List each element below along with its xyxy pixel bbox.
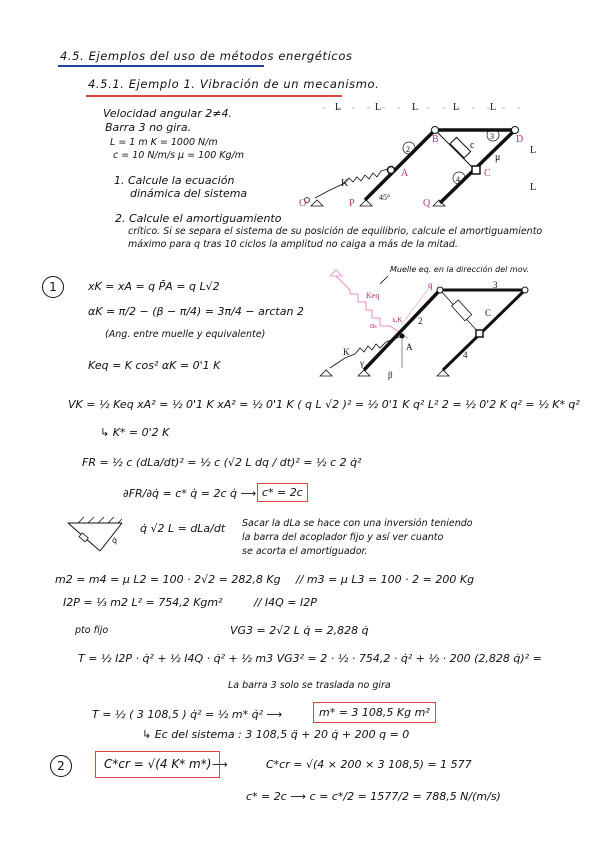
svg-text:4: 4 <box>456 175 460 184</box>
svg-text:μ: μ <box>495 152 501 163</box>
section-heading-underline <box>58 65 264 67</box>
equation-xk: xK = xA = q P̄A = q L√2 <box>88 280 220 293</box>
svg-text:A: A <box>406 342 413 352</box>
equation-dfr: ∂FR/∂q̇ = c* q̇ = 2c q̇ ⟶ <box>123 487 257 500</box>
result-c-star-box: c* = 2c <box>257 483 308 502</box>
svg-text:γ: γ <box>360 358 364 368</box>
bar-2 <box>365 130 435 200</box>
mechanism-diagram <box>299 98 550 213</box>
equation-c-result: c* = 2c ⟶ c = c*/2 = 1577/2 = 788,5 N/(m/s) <box>246 790 501 803</box>
svg-text:q: q <box>428 280 433 290</box>
svg-text:4: 4 <box>463 350 468 360</box>
dim-label-l1: L <box>335 102 342 113</box>
equation-vk: VK = ½ Keq xA² = ½ 0'1 K xA² = ½ 0'1 K ( q L √2 )² = ½ 0'1 K q² L² 2 = ½ 0'2 K q² = ½ K* q² <box>68 398 580 411</box>
equivalent-spring-diagram <box>310 258 550 393</box>
task-2-line-c: máximo para q tras 10 ciclos la amplitud no caiga a más de la mitad. <box>128 239 458 250</box>
subsection-heading-underline <box>86 95 342 97</box>
equation-t-total: T = ½ ( 3 108,5 ) q̇² = ½ m* q̇² ⟶ <box>92 708 283 721</box>
arrow: ⟶ <box>212 758 228 771</box>
note-bar-3-translation: La barra 3 solo se traslada no gira <box>228 680 391 691</box>
equation-fr: FR = ½ c (dLa/dt)² = ½ c (√2 L dq / dt)² = ½ c 2 q̇² <box>82 456 362 469</box>
svg-text:Keq: Keq <box>366 291 380 300</box>
svg-text:3: 3 <box>493 280 498 290</box>
svg-text:45°: 45° <box>379 193 391 202</box>
equation-i2p: I2P = ⅓ m2 L² = 754,2 Kgm² <box>63 596 223 609</box>
svg-text:O: O <box>299 198 307 209</box>
problem-line-1: Velocidad angular 2≠4. <box>103 107 232 120</box>
part-1-marker: 1 <box>42 276 64 298</box>
equation-c-critical: C*cr = √(4 × 200 × 3 108,5) = 1 577 <box>266 758 472 771</box>
svg-text:C: C <box>485 308 492 318</box>
result-m-star-box: m* = 3 108,5 Kg m² <box>313 702 436 723</box>
dim-label-l4: L <box>453 102 460 113</box>
task-1-line-b: dinámica del sistema <box>130 187 248 200</box>
subsection-heading: 4.5.1. Ejemplo 1. Vibración de un mecanismo. <box>88 77 380 91</box>
equation-alpha-k: αK = π/2 − (β − π/4) = 3π/4 − arctan 2 <box>88 305 304 318</box>
svg-text:Q: Q <box>423 198 431 209</box>
svg-text:C: C <box>484 168 491 179</box>
svg-text:K: K <box>341 178 349 189</box>
svg-text:c: c <box>470 140 475 151</box>
equation-kinetic-energy: T = ½ I2P · q̇² + ½ I4Q · q̇² + ½ m3 VG3² = 2 · ½ · 754,2 · q̇² + ½ · 200 (2,828 q̇)² = <box>78 652 542 665</box>
problem-line-2: Barra 3 no gira. <box>105 121 192 134</box>
dim-label-l2: L <box>375 102 382 113</box>
svg-text:K: K <box>343 347 350 357</box>
damper-inversion-sketch <box>64 515 124 555</box>
dim-label-l7: L <box>530 182 537 193</box>
svg-text:2: 2 <box>406 145 410 154</box>
equation-dla: q̇ √2 L = dLa/dt <box>140 522 226 535</box>
equation-m3: // m3 = μ L3 = 100 · 2 = 200 Kg <box>296 573 475 586</box>
note-inversion-a: Sacar la dLa se hace con una inversión teniendo <box>242 518 473 529</box>
dim-label-l6: L <box>530 145 537 156</box>
task-2-line-b: crítico. Si se separa el sistema de su posición de equilibrio, calcule el amortiguamiento <box>128 226 543 237</box>
svg-text:P: P <box>349 198 355 209</box>
svg-text:β: β <box>388 370 393 380</box>
equation-vg3: VG3 = 2√2 L q̇ = 2,828 q̇ <box>230 624 369 637</box>
svg-text:B: B <box>432 134 439 145</box>
equation-keq: Keq = K cos² αK = 0'1 K <box>88 359 221 372</box>
task-2-line-a: 2. Calcule el amortiguamiento <box>115 212 282 225</box>
problem-line-3: L = 1 m K = 1000 N/m <box>110 137 218 148</box>
equivalent-spring-annotation: Muelle eq. en la dirección del mov. <box>390 265 530 274</box>
svg-text:xₐK: xₐK <box>392 316 403 324</box>
dim-label-l5: L <box>490 102 497 113</box>
note-fixed-point: pto fijo <box>75 625 109 636</box>
equation-masses: m2 = m4 = μ L2 = 100 · 2√2 = 282,8 Kg <box>55 573 281 586</box>
note-inversion-b: la barra del acoplador fijo y así ver cuanto <box>242 532 444 543</box>
equation-k-star: ↳ K* = 0'2 K <box>100 426 170 439</box>
svg-text:3: 3 <box>490 132 494 141</box>
formula-critical-damping-box: C*cr = √(4 K* m*) <box>95 751 220 778</box>
svg-text:2: 2 <box>418 316 423 326</box>
part-2-marker: 2 <box>50 755 72 777</box>
svg-text:A: A <box>401 168 409 179</box>
equation-alpha-note: (Ang. entre muelle y equivalente) <box>105 329 266 340</box>
equation-system-dynamics: ↳ Ec del sistema : 3 108,5 q̈ + 20 q̇ + 200 q = 0 <box>142 728 410 741</box>
svg-text:D: D <box>516 134 524 145</box>
problem-line-4: c = 10 N/m/s μ = 100 Kg/m <box>113 150 244 161</box>
note-inversion-c: se acorta el amortiguador. <box>242 546 368 557</box>
dim-label-l3: L <box>412 102 419 113</box>
svg-text:q̇: q̇ <box>112 536 118 545</box>
task-1-line-a: 1. Calcule la ecuación <box>114 174 235 187</box>
svg-text:αₖ: αₖ <box>370 321 378 330</box>
section-heading: 4.5. Ejemplos del uso de métodos energéticos <box>60 49 353 63</box>
equation-i4q: // I4Q = I2P <box>254 596 317 609</box>
